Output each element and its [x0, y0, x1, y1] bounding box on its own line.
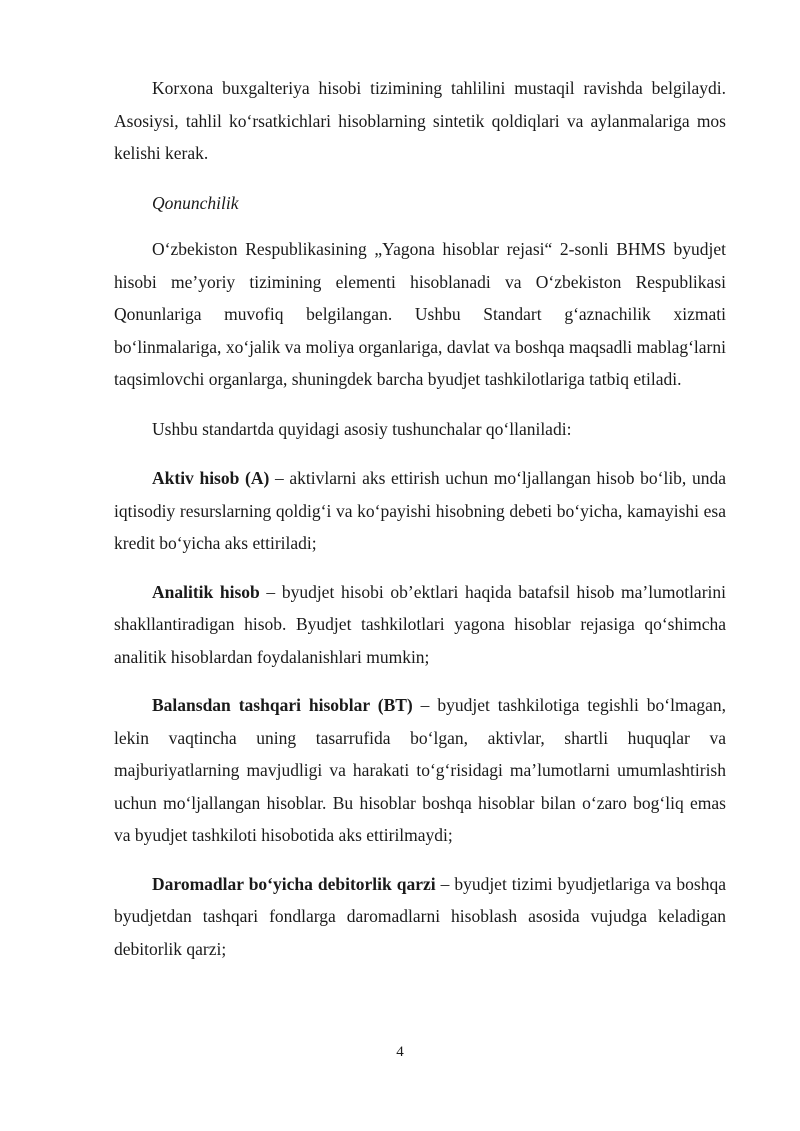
concepts-intro-paragraph: Ushbu standartda quyidagi asosiy tushunchalar qo‘llaniladi:	[152, 418, 572, 439]
definition-text: – aktivlarni aks ettirish uchun mo‘ljallangan hisob bo‘lib, unda iqtisodiy resurslarning qoldig‘i va ko‘payishi hisobning debeti bo‘yicha, kamayishi esa kredit bo‘yicha aks ettiriladi;	[114, 468, 726, 553]
page-number: 4	[396, 1044, 404, 1060]
definition-term: Daromadlar bo‘yicha debitorlik qarzi	[152, 873, 436, 894]
definition-debitorlik-qarzi	[114, 868, 726, 966]
definition-aktiv-hisob	[114, 462, 726, 560]
definition-balansdan-tashqari	[114, 689, 726, 852]
definition-text: – byudjet tizimi byudjetlariga va boshqa byudjetdan tashqari fondlarga daromadlarni hisoblash asosida vujudga keladigan debitorlik qarzi;	[114, 873, 726, 959]
definition-term: Aktiv hisob (A)	[152, 468, 270, 488]
definition-term: Analitik hisob	[152, 581, 260, 602]
page-body	[114, 72, 726, 965]
definition-term: Balansdan tashqari hisoblar (BT)	[152, 695, 413, 715]
legislation-paragraph: O‘zbekiston Respublikasining „Yagona hisoblar rejasi“ 2-sonli BHMS byudjet hisobi me’yoriy tizimining elementi hisoblanadi va O‘zbekiston Respublikasi Qonunlariga muvofiq belgilangan. Ushbu Standart g‘aznachilik xizmati bo‘linmalariga, xo‘jalik va moliya organlariga, davlat va boshqa maqsadli mablag‘larni taqsimlovchi organlarga, shuningdek barcha byudjet tashkilotlariga tatbiq etiladi.	[114, 239, 726, 389]
definition-text: – byudjet tashkilotiga tegishli bo‘lmagan, lekin vaqtincha uning tasarrufida bo‘lgan, aktivlar, shartli huquqlar va majburiyatlarning mavjudligi va harakati to‘g‘risidagi ma’lumotlarni umumlashtirish uchun mo‘ljallangan hisoblar. Bu hisoblar boshqa hisoblar bilan o‘zaro bog‘liq emas va byudjet tashkiloti hisobotida aks ettirilmaydi;	[114, 695, 726, 845]
definition-analitik-hisob	[114, 576, 726, 674]
section-heading: Qonunchilik	[152, 192, 239, 213]
intro-paragraph: Korxona buxgalteriya hisobi tizimining tahlilini mustaqil ravishda belgilaydi. Asosiysi, tahlil ko‘rsatkichlari hisoblarning sintetik qoldiqlari va aylanmalariga mos kelishi kerak.	[114, 78, 726, 163]
definition-text: – byudjet hisobi ob’ektlari haqida batafsil hisob ma’lumotlarini shakllantiradigan hisob. Byudjet tashkilotlari yagona hisoblar rejasiga qo‘shimcha analitik hisoblardan foydalanishlari mumkin;	[114, 581, 726, 667]
